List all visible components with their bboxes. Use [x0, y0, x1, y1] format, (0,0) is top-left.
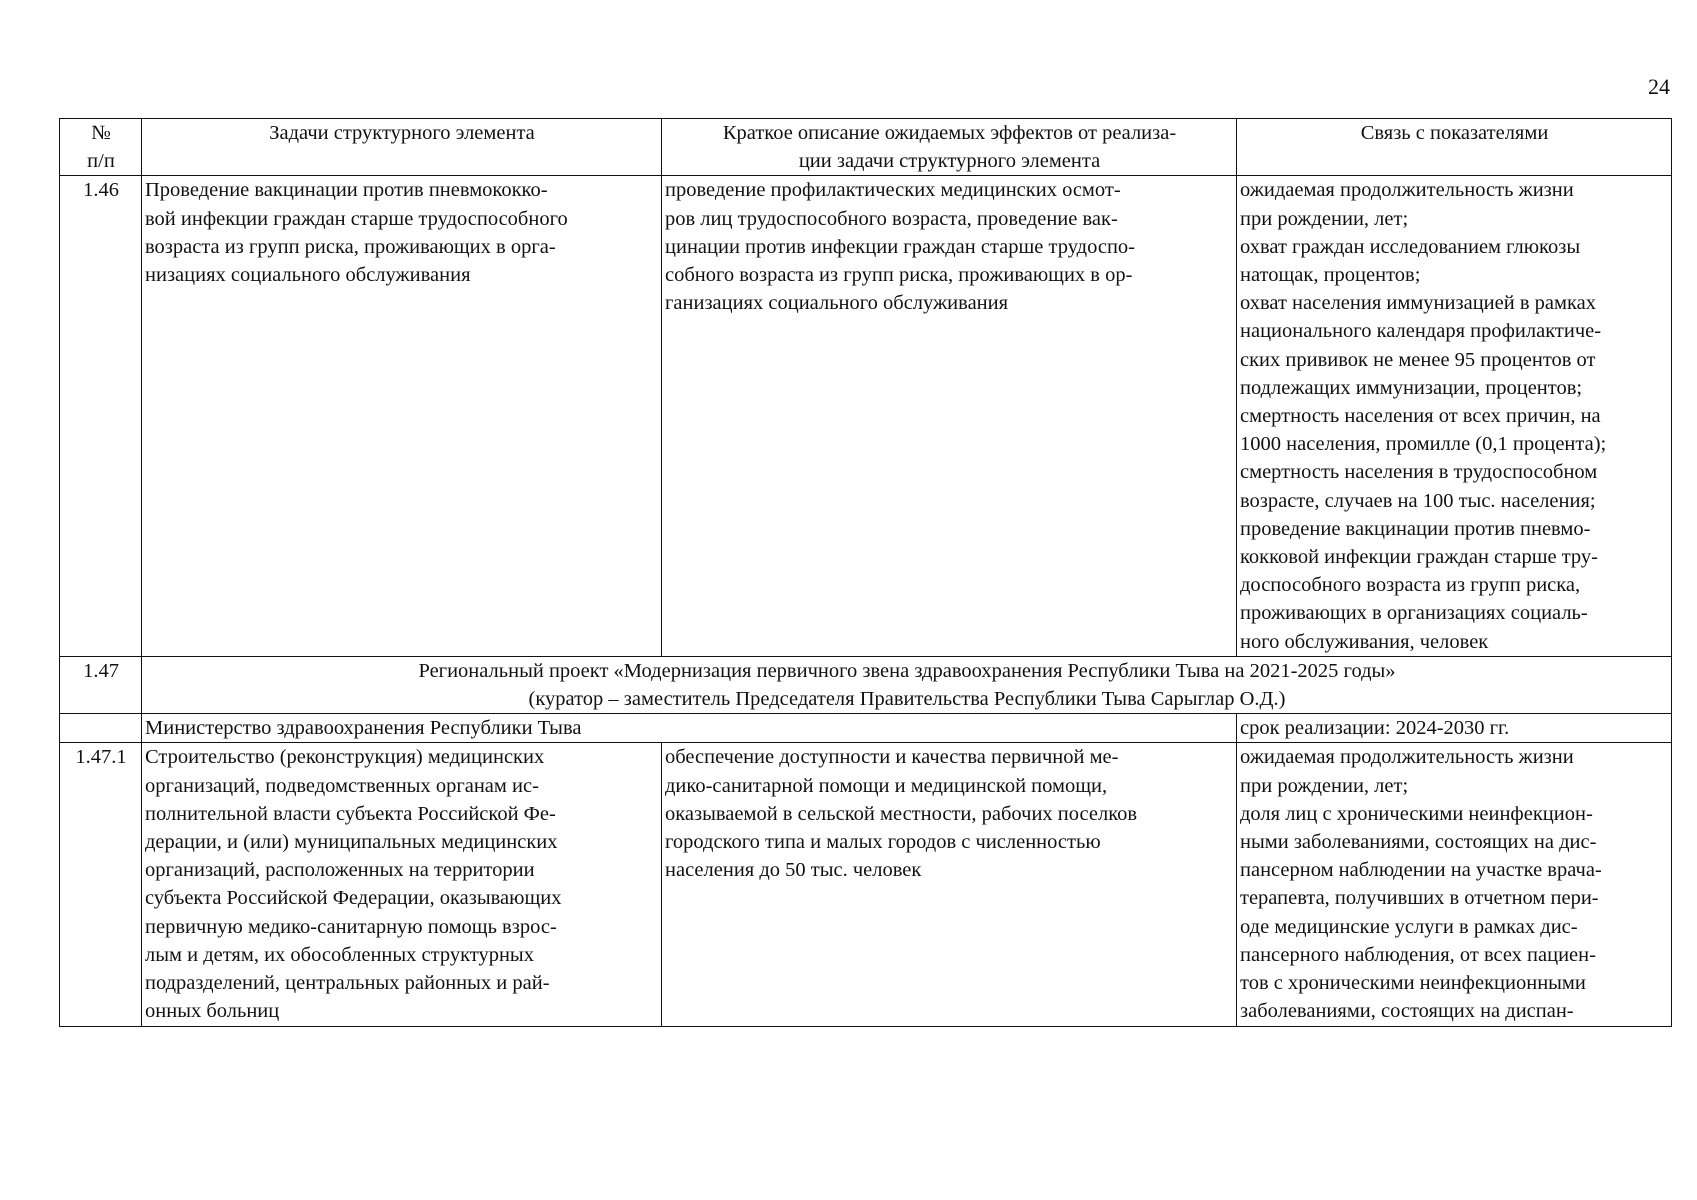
row-number: 1.47: [60, 656, 142, 713]
text-line: №: [91, 122, 111, 144]
page-number: 24: [1648, 74, 1670, 99]
ministry-cell: Министерство здравоохранения Республики Тыва: [142, 714, 1237, 743]
row-number: 1.46: [60, 176, 142, 656]
text-line: смертность населения в трудоспособном: [1240, 461, 1598, 484]
table-row-1-47: [60, 656, 1672, 713]
text-line: подлежащих иммунизации, процентов;: [1240, 376, 1583, 399]
text-line: охват граждан исследованием глюкозы: [1240, 235, 1581, 258]
text-line: организаций, подведомственных органам ис-: [145, 774, 539, 797]
table-row-1-47-1: [60, 743, 1672, 1026]
text-line: оде медицинские услуги в рамках дис-: [1240, 915, 1578, 938]
text-line: оказываемой в сельской местности, рабочих поселков: [665, 802, 1138, 825]
text-line: пансерного наблюдения, от всех пациен-: [1240, 943, 1596, 966]
text-line: возраста из групп риска, проживающих в орга-: [145, 235, 556, 258]
text-line: полнительной власти субъекта Российской Фе-: [145, 802, 556, 825]
text-line: организаций, расположенных на территории: [145, 859, 535, 882]
text-line: обеспечение доступности и качества первичной ме-: [665, 746, 1119, 769]
text-line: первичную медико-санитарную помощь взрос-: [145, 915, 557, 938]
text-line: ожидаемая продолжительность жизни: [1240, 746, 1574, 769]
text-line: населения до 50 тыс. человек: [665, 859, 922, 882]
text-line: при рождении, лет;: [1240, 774, 1409, 797]
text-line: доспособного возраста из групп риска,: [1240, 574, 1581, 597]
indicators-cell: [1237, 743, 1672, 1026]
text-line: кокковой инфекции граждан старше тру-: [1240, 546, 1598, 569]
text-line: п/п: [87, 150, 115, 173]
regional-project-cell: [142, 656, 1672, 713]
tasks-table: [59, 118, 1672, 1027]
text-line: заболеваниями, состоящих на диспан-: [1240, 1000, 1574, 1023]
task-cell: [142, 176, 662, 656]
text-line: ских прививок не менее 95 процентов от: [1240, 348, 1596, 371]
text-line: низациях социального обслуживания: [145, 264, 471, 287]
text-line: дерации, и (или) муниципальных медицинских: [145, 831, 558, 854]
text-line: цинации против инфекции граждан старше трудоспо-: [665, 235, 1135, 258]
indicators-cell: [1237, 176, 1672, 656]
text-line: 1000 населения, промилле (0,1 процента);: [1240, 433, 1607, 456]
effects-cell: [662, 743, 1237, 1026]
text-line: собного возраста из групп риска, проживающих в ор-: [665, 264, 1133, 287]
text-line: субъекта Российской Федерации, оказывающих: [145, 887, 562, 910]
text-line: возрасте, случаев на 100 тыс. населения;: [1240, 489, 1596, 512]
text-line: охват населения иммунизацией в рамках: [1240, 292, 1596, 315]
table-row-ministry: [60, 714, 1672, 743]
text-line: дико-санитарной помощи и медицинской помощи,: [665, 774, 1108, 797]
header-num: [60, 119, 142, 176]
text-line: при рождении, лет;: [1240, 207, 1409, 230]
text-line: национального календаря профилактиче-: [1240, 320, 1602, 343]
text-line: Проведение вакцинации против пневмококко-: [145, 179, 548, 202]
text-line: (куратор – заместитель Председателя Правительства Республики Тыва Сарыглар О.Д.): [528, 688, 1286, 711]
text-line: ров лиц трудоспособного возраста, проведение вак-: [665, 207, 1118, 230]
table-row-1-46: [60, 176, 1672, 656]
text-line: подразделений, центральных районных и рай-: [145, 972, 550, 995]
text-line: городского типа и малых городов с численностью: [665, 831, 1101, 854]
term-cell: срок реализации: 2024-2030 гг.: [1237, 714, 1672, 743]
effects-cell: [662, 176, 1237, 656]
empty-number-cell: [60, 714, 142, 743]
text-line: пансерном наблюдении на участке врача-: [1240, 859, 1602, 882]
task-cell: [142, 743, 662, 1026]
text-line: проживающих в организациях социаль-: [1240, 602, 1588, 625]
text-line: Краткое описание ожидаемых эффектов от реализа-: [722, 122, 1177, 144]
text-line: натощак, процентов;: [1240, 264, 1421, 287]
text-line: доля лиц с хроническими неинфекцион-: [1240, 802, 1593, 825]
text-line: Строительство (реконструкция) медицинских: [145, 746, 545, 769]
text-line: смертность населения от всех причин, на: [1240, 405, 1601, 428]
table-header-row: [60, 119, 1672, 176]
text-line: ного обслуживания, человек: [1240, 630, 1489, 653]
row-number: 1.47.1: [60, 743, 142, 1026]
text-line: Связь с показателями: [1360, 122, 1549, 144]
text-line: вой инфекции граждан старше трудоспособного: [145, 207, 568, 230]
text-line: лым и детям, их обособленных структурных: [145, 943, 534, 966]
text-line: ции задачи структурного элемента: [798, 150, 1101, 173]
text-line: ганизациях социального обслуживания: [665, 292, 1009, 315]
header-indicators: [1237, 119, 1672, 176]
text-line: тов с хроническими неинфекционными: [1240, 972, 1586, 995]
text-line: онных больниц: [145, 1000, 280, 1023]
text-line: Региональный проект «Модернизация первичного звена здравоохранения Республики Тыва на 2021-2025 годы»: [418, 659, 1396, 682]
text-line: проведение вакцинации против пневмо-: [1240, 517, 1591, 540]
text-line: проведение профилактических медицинских осмот-: [665, 179, 1121, 202]
header-tasks: [142, 119, 662, 176]
text-line: Задачи структурного элемента: [269, 122, 535, 144]
text-line: терапевта, получивших в отчетном пери-: [1240, 887, 1599, 910]
text-line: ожидаемая продолжительность жизни: [1240, 179, 1574, 202]
text-line: ными заболеваниями, состоящих на дис-: [1240, 831, 1597, 854]
header-effects: [662, 119, 1237, 176]
